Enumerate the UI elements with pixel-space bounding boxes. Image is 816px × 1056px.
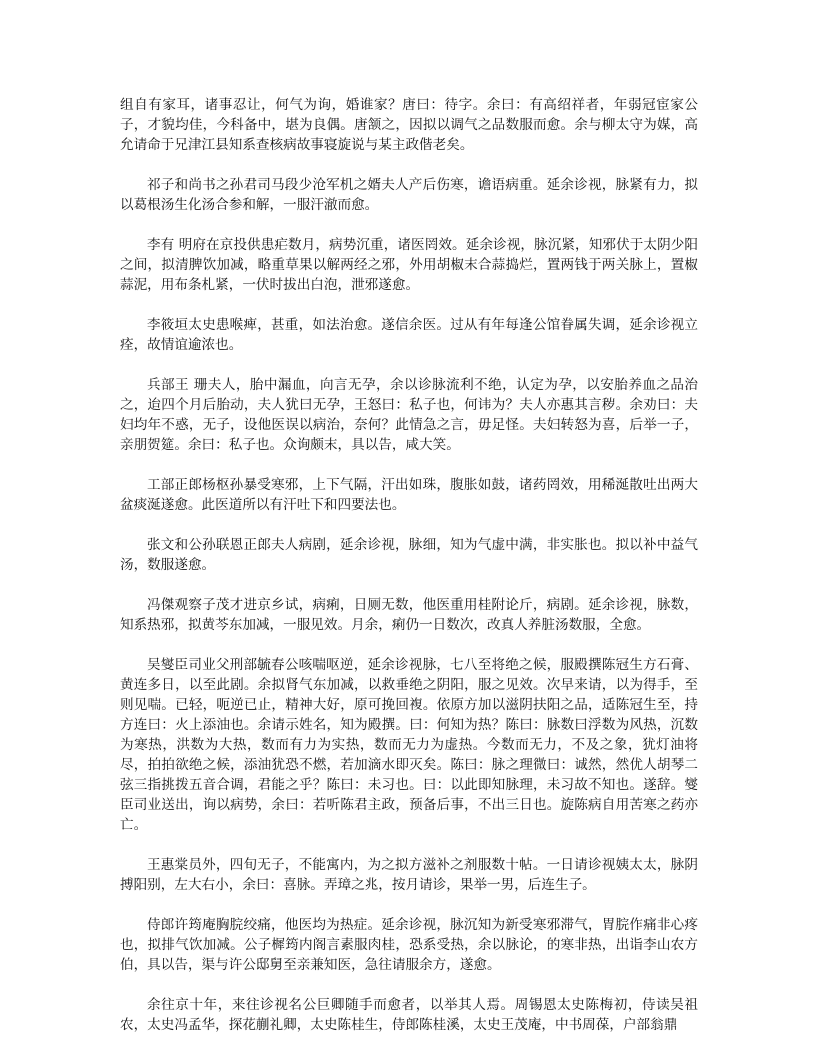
paragraph-7: 张文和公孙联恩正郎夫人病剧，延余诊视，脉细，知为气虚中满，非实胀也。拟以补中益气汤，数服遂愈。 [120, 537, 698, 573]
paragraph-6: 工部正郎杨枢孙暴受寒邪，上下气隔，汗出如珠，腹胀如鼓，诸药罔效，用稀涎散吐出两大盆痰涎遂愈。此医道所以有汗吐下和四要法也。 [120, 477, 698, 513]
paragraph-3: 李有 明府在京投供患疟数月，病势沉重，诸医罔效。延余诊视，脉沉紧，知邪伏于太阴少阳之间，拟清脾饮加减，略重草果以解两经之邪，外用胡椒末合蒜捣烂，置两钱于两关脉上，置椒蒜泥，用布条札紧，一伏时拔出白泡，泄邪遂愈。 [120, 237, 698, 293]
paragraph-8: 冯傑观察子茂才进京乡试，病痢，日厕无数，他医重用桂附论斤，病剧。延余诊视，脉数，知系热邪，拟黄芩东加减，一服见效。月余，痢仍一日数次，改真人养脏汤数服，全愈。 [120, 597, 698, 633]
paragraph-5: 兵部王 珊夫人，胎中漏血，向言无孕，余以诊脉流利不绝，认定为孕，以安胎养血之品治之，迨四个月后胎动，夫人犹曰无孕，王怒曰：私子也，何讳为？夫人亦惠其言秽。余劝曰：夫妇均年不惑，无子，设他医误以病治，奈何？此情急之言，毋足怪。夫妇转怒为喜，后举一子，亲朋贺筵。余曰：私子也。众询颇末，具以告，咸大笑。 [120, 377, 698, 453]
paragraph-2: 祁子和尚书之孙君司马段少沧军机之婿夫人产后伤寒，谵语病重。延余诊视，脉紧有力，拟以葛根汤生化汤合参和解，一服汗澈而愈。 [120, 177, 698, 213]
paragraph-1: 组自有家耳，诸事忍让，何气为询，婚谁家？唐曰：待字。余曰：有高绍祥者，年弱冠宦家公子，才貌均佳，今科备中，堪为良偶。唐颔之，因拟以调气之品数服而愈。余与柳太守为媒，高允请命于兄津江县知系查核病故事寝旋说与某主政偕老矣。 [120, 97, 698, 153]
document-page [120, 95, 698, 1055]
paragraph-4: 李筱垣太史患喉痺，甚重，如法治愈。遂信余医。过从有年每逢公馆眷属失调，延余诊视立痊，故情谊逾浓也。 [120, 317, 698, 353]
paragraph-9: 吴燮臣司业父刑部毓春公咳喘呕逆，延余诊视脉，七八至将绝之候，服殿撰陈冠生方石膏、黄连多日，以至此剧。余拟肾气东加减，以救垂绝之阴阳，服之见效。次早来请，以为得手，至则见喘。已轻，呃逆已止，精神大好，原可挽回複。依原方加以滋阴扶阳之品，适陈冠生至，持方连曰：火上添油也。余请示姓名，知为殿撰。曰：何知为热？陈曰：脉数曰浮数为风热，沉数为寒热，洪数为大热，数而有力为实热，数而无力为虚热。今数而无力，不及之象，犹灯油将尽，拍拍欲绝之候，添油犹恐不燃，若加滴水即灭矣。陈曰：脉之理微曰：诚然，然优人胡琴二弦三指挑拨五音合调，君能之乎？陈曰：未习也。曰：以此即知脉理，未习故不知也。遂辞。燮臣司业送出，询以病势，余曰：若听陈君主政，预备后事，不出三日也。旋陈病自用苦寒之药亦亡。 [120, 657, 698, 833]
paragraph-12: 余往京十年，来往诊视名公巨卿随手而愈者，以举其人焉。周锡恩太史陈梅初，侍读吴祖农，太史冯孟华，探花蒯礼卿，太史陈桂生，侍郎陈桂溪，太史王茂庵，中书周葆，户部翁鼎 [120, 997, 698, 1033]
paragraph-11: 侍郎许筠庵胸脘绞痛，他医均为热症。延余诊视，脉沉知为新受寒邪滞气，胃脘作痛非心疼也，拟排气饮加减。公子樨筠内阁言素服肉桂，恐系受热，余以脉论，的寒非热，出诣李山农方伯，具以告，渠与许公邸舅至亲兼知医，急往请服余方，遂愈。 [120, 917, 698, 973]
paragraph-10: 王惠棠员外，四旬无子，不能寓内，为之拟方滋补之剂服数十帖。一日请诊视姨太太，脉阴搏阳别，左大右小，余曰：喜脉。弄璋之兆，按月请诊，果举一男，后连生子。 [120, 857, 698, 893]
